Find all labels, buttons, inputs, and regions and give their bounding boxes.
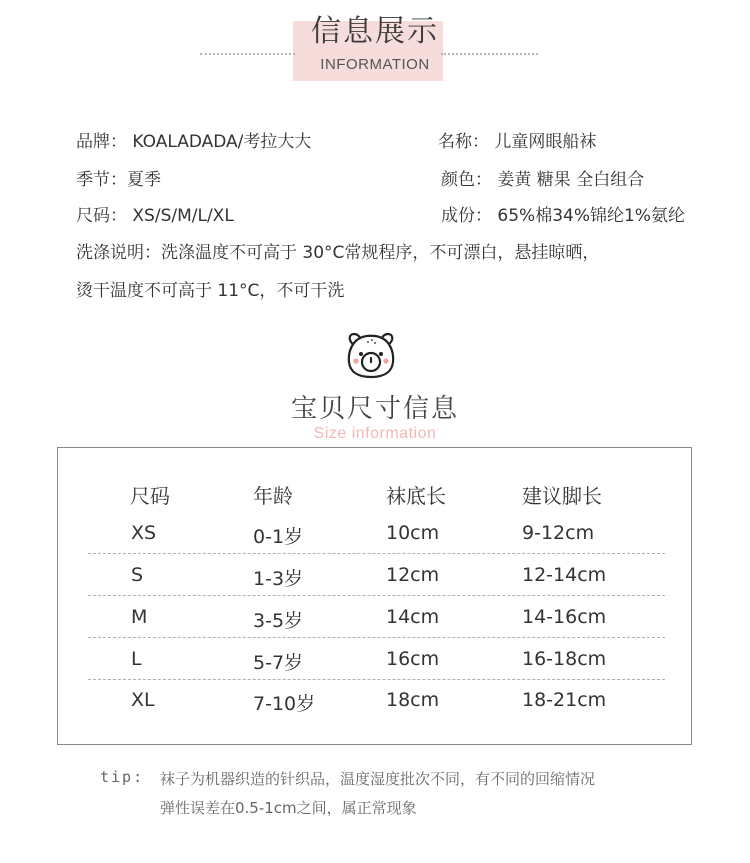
table-cell-age: 1-3岁 bbox=[253, 568, 304, 590]
table-row-divider bbox=[88, 553, 665, 554]
info-season: 季节：夏季 bbox=[76, 170, 161, 190]
info-brand: 品牌： KOALADADA/考拉大大 bbox=[76, 132, 312, 152]
table-cell-sole-length: 14cm bbox=[386, 606, 440, 628]
size-section-subtitle: Size information bbox=[313, 425, 437, 442]
tip-line1: 袜子为机器织造的针织品，温度湿度批次不同，有不同的回缩情况 bbox=[160, 770, 596, 788]
table-row-divider bbox=[88, 595, 665, 596]
table-cell-age: 0-1岁 bbox=[253, 526, 304, 548]
title-divider-left bbox=[200, 53, 295, 55]
table-cell-foot-length: 12-14cm bbox=[522, 564, 607, 586]
title-divider-right bbox=[441, 53, 538, 55]
table-cell-sole-length: 12cm bbox=[386, 564, 440, 586]
table-cell-age: 5-7岁 bbox=[253, 652, 304, 674]
table-cell-size: M bbox=[131, 606, 148, 628]
table-header-age: 年龄 bbox=[253, 484, 293, 508]
bear-icon bbox=[344, 330, 398, 380]
tip-line2: 弹性误差在0.5-1cm之间，属正常现象 bbox=[160, 799, 417, 817]
info-name: 名称： 儿童网眼船袜 bbox=[438, 132, 597, 152]
table-cell-size: S bbox=[131, 564, 144, 586]
page-subtitle: INFORMATION bbox=[320, 56, 430, 73]
table-header-foot-length: 建议脚长 bbox=[522, 484, 602, 508]
table-cell-foot-length: 14-16cm bbox=[522, 606, 607, 628]
table-row-divider bbox=[88, 637, 665, 638]
table-cell-size: XL bbox=[131, 689, 155, 711]
info-color: 颜色： 姜黄 糖果 全白组合 bbox=[441, 170, 645, 190]
table-cell-age: 3-5岁 bbox=[253, 610, 304, 632]
table-cell-sole-length: 18cm bbox=[386, 689, 440, 711]
table-header-sole-length: 袜底长 bbox=[386, 484, 446, 508]
info-wash-line1: 洗涤说明：洗涤温度不可高于 30°C常规程序，不可漂白，悬挂晾晒， bbox=[76, 243, 600, 263]
table-cell-age: 7-10岁 bbox=[253, 693, 316, 715]
table-cell-foot-length: 16-18cm bbox=[522, 648, 607, 670]
info-wash-line2: 烫干温度不可高于 11°C，不可干洗 bbox=[76, 281, 345, 301]
table-cell-size: XS bbox=[131, 522, 157, 544]
tip-label: tip: bbox=[100, 768, 145, 786]
table-header-size: 尺码 bbox=[130, 484, 170, 508]
info-material: 成份： 65%棉34%锦纶1%氨纶 bbox=[441, 206, 685, 226]
table-row-divider bbox=[88, 679, 665, 680]
size-table bbox=[57, 447, 692, 745]
table-cell-sole-length: 10cm bbox=[386, 522, 440, 544]
size-section-title: 宝贝尺寸信息 bbox=[290, 394, 459, 424]
table-cell-foot-length: 18-21cm bbox=[522, 689, 607, 711]
table-cell-foot-length: 9-12cm bbox=[522, 522, 595, 544]
table-cell-sole-length: 16cm bbox=[386, 648, 440, 670]
table-cell-size: L bbox=[131, 648, 142, 670]
page-title: 信息展示 bbox=[311, 14, 439, 49]
info-size: 尺码： XS/S/M/L/XL bbox=[76, 206, 234, 226]
